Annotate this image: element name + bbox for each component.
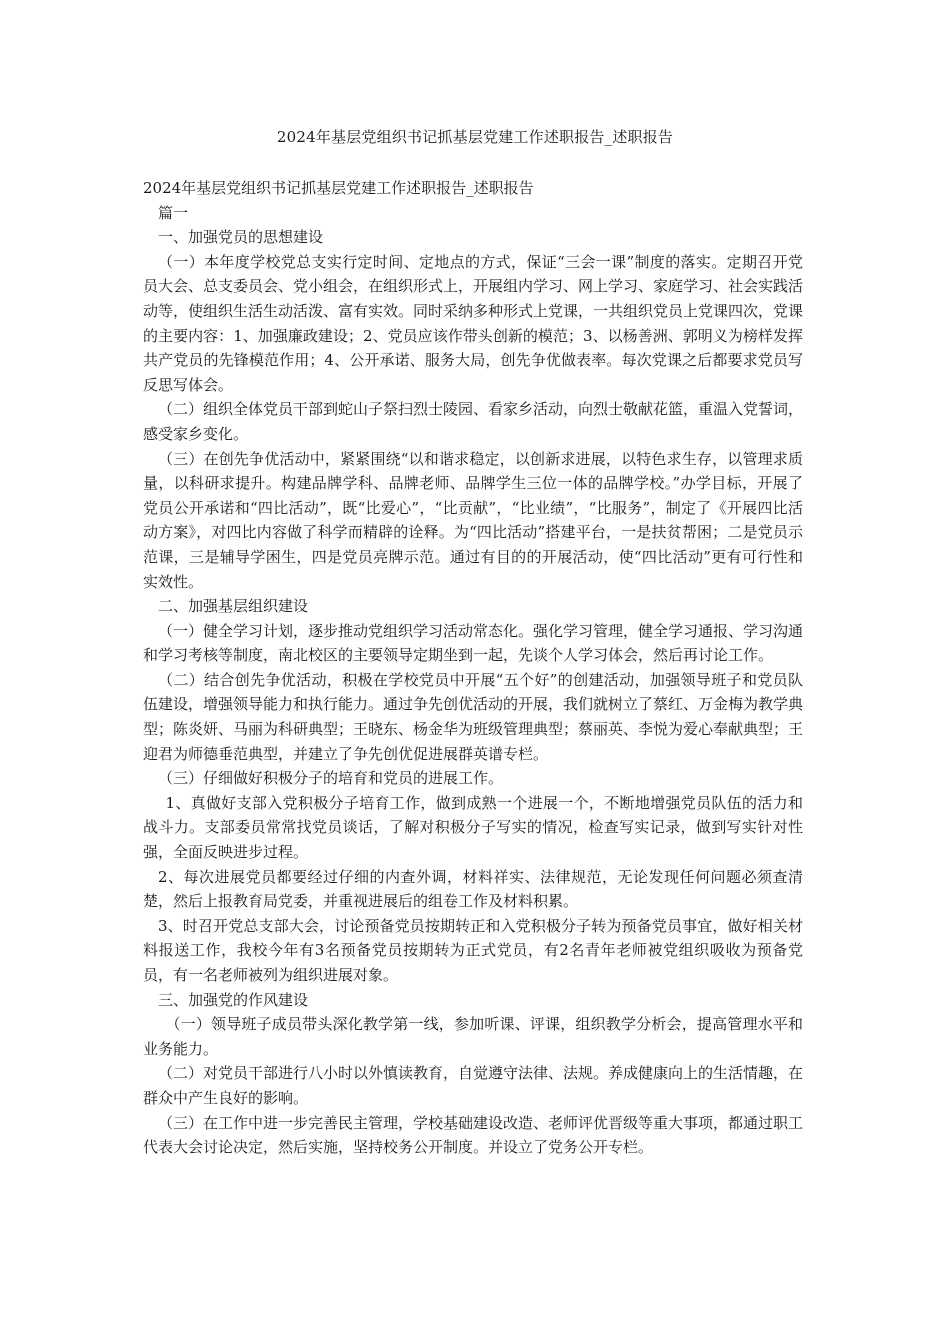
paragraph: （一）领导班子成员带头深化教学第一线，参加听课、评课，组织教学分析会，提高管理水平和业务能力。 (143, 1015, 803, 1058)
paragraph: （二）组织全体党员干部到蛇山子祭扫烈士陵园、看家乡活动，向烈士敬献花篮，重温入党誓词，感受家乡变化。 (143, 400, 804, 443)
paragraph: （一）健全学习计划，逐步推动党组织学习活动常态化。强化学习管理，健全学习通报、学习沟通和学习考核等制度，南北校区的主要领导定期坐到一起，先谈个人学习体会，然后再讨论工作。 (143, 621, 804, 665)
paragraph: （二）结合创先争优活动，积极在学校党员中开展“五个好”的创建活动，加强领导班子和党员队伍建设，增强领导能力和执行能力。通过争先创优活动的开展，我们就树立了蔡红、万金梅为教学典型；陈炎妍、马丽为科研典型；王晓东、杨金华为班级管理典型；蔡丽英、李悦为爱心奉献典型；王迎君为师德垂范典型，并建立了争先创优促进展群英谱专栏。 (143, 670, 804, 763)
document-body (143, 176, 803, 1160)
paragraph: 1、真做好支部入党积极分子培育工作，做到成熟一个进展一个，不断地增强党员队伍的活力和战斗力。支部委员常常找党员谈话，了解对积极分子写实的情况，检查写实记录，做到写实针对性强，全面反映进步过程。 (143, 793, 803, 862)
section-label: 篇一 (158, 203, 189, 222)
paragraph: （一）本年度学校党总支实行定时间、定地点的方式，保证“三会一课”制度的落实。定期召开党员大会、总支委员会、党小组会，在组织形式上，开展组内学习、网上学习、家庭学习、社会实践活动等，使组织生活生动活泼、富有实效。同时采纳多种形式上党课，一共组织党员上党课四次，党课的主要内容：1、加强廉政建设；2、党员应该作带头创新的模范；3、以杨善洲、郭明义为榜样发挥共产党员的先锋模范作用；4、公开承诺、服务大局，创先争优做表率。每次党课之后都要求党员写反思写体会。 (143, 252, 804, 394)
paragraph: 2、每次进展党员都要经过仔细的内查外调，材料祥实、法律规范，无论发现任何问题必须查清楚，然后上报教育局党委，并重视进展后的组卷工作及材料积累。 (143, 867, 803, 911)
section-heading: 二、加强基层组织建设 (158, 597, 309, 616)
page-title: 2024年基层党组织书记抓基层党建工作述职报告_述职报告 (276, 128, 674, 146)
paragraph: 3、时召开党总支部大会，讨论预备党员按期转正和入党积极分子转为预备党员事宜，做好相关材料报送工作，我校今年有3名预备党员按期转为正式党员，有2名青年老师被党组织吸收为预备党员，有一名老师被列为组织进展对象。 (143, 916, 803, 984)
paragraph: （三）在创先争优活动中，紧紧围绕“以和谐求稳定，以创新求进展，以特色求生存，以管理求质量，以科研求提升。构建品牌学科、品牌老师、品牌学生三位一体的品牌学校。”办学目标，开展了党员公开承诺和“四比活动”，既“比爱心”，“比贡献”，“比业绩”，“比服务”，制定了《开展四比活动方案》，对四比内容做了科学而精辟的诠释。为“四比活动”搭建平台，一是扶贫帮困；二是党员示范课，三是辅导学困生，四是党员亮牌示范。通过有目的的开展活动，使“四比活动”更有可行性和实效性。 (143, 449, 803, 591)
paragraph: （三）仔细做好积极分子的培育和党员的进展工作。 (158, 769, 504, 788)
section-heading: 三、加强党的作风建设 (158, 990, 309, 1009)
section-heading: 一、加强党员的思想建设 (158, 228, 324, 247)
paragraph: （二）对党员干部进行八小时以外慎读教育，自觉遵守法律、法规。养成健康向上的生活情趣，在群众中产生良好的影响。 (143, 1064, 804, 1107)
body-heading: 2024年基层党组织书记抓基层党建工作述职报告_述职报告 (143, 179, 534, 197)
paragraph: （三）在工作中进一步完善民主管理，学校基础建设改造、老师评优晋级等重大事项，都通过职工代表大会讨论决定，然后实施，坚持校务公开制度。并设立了党务公开专栏。 (143, 1113, 804, 1157)
